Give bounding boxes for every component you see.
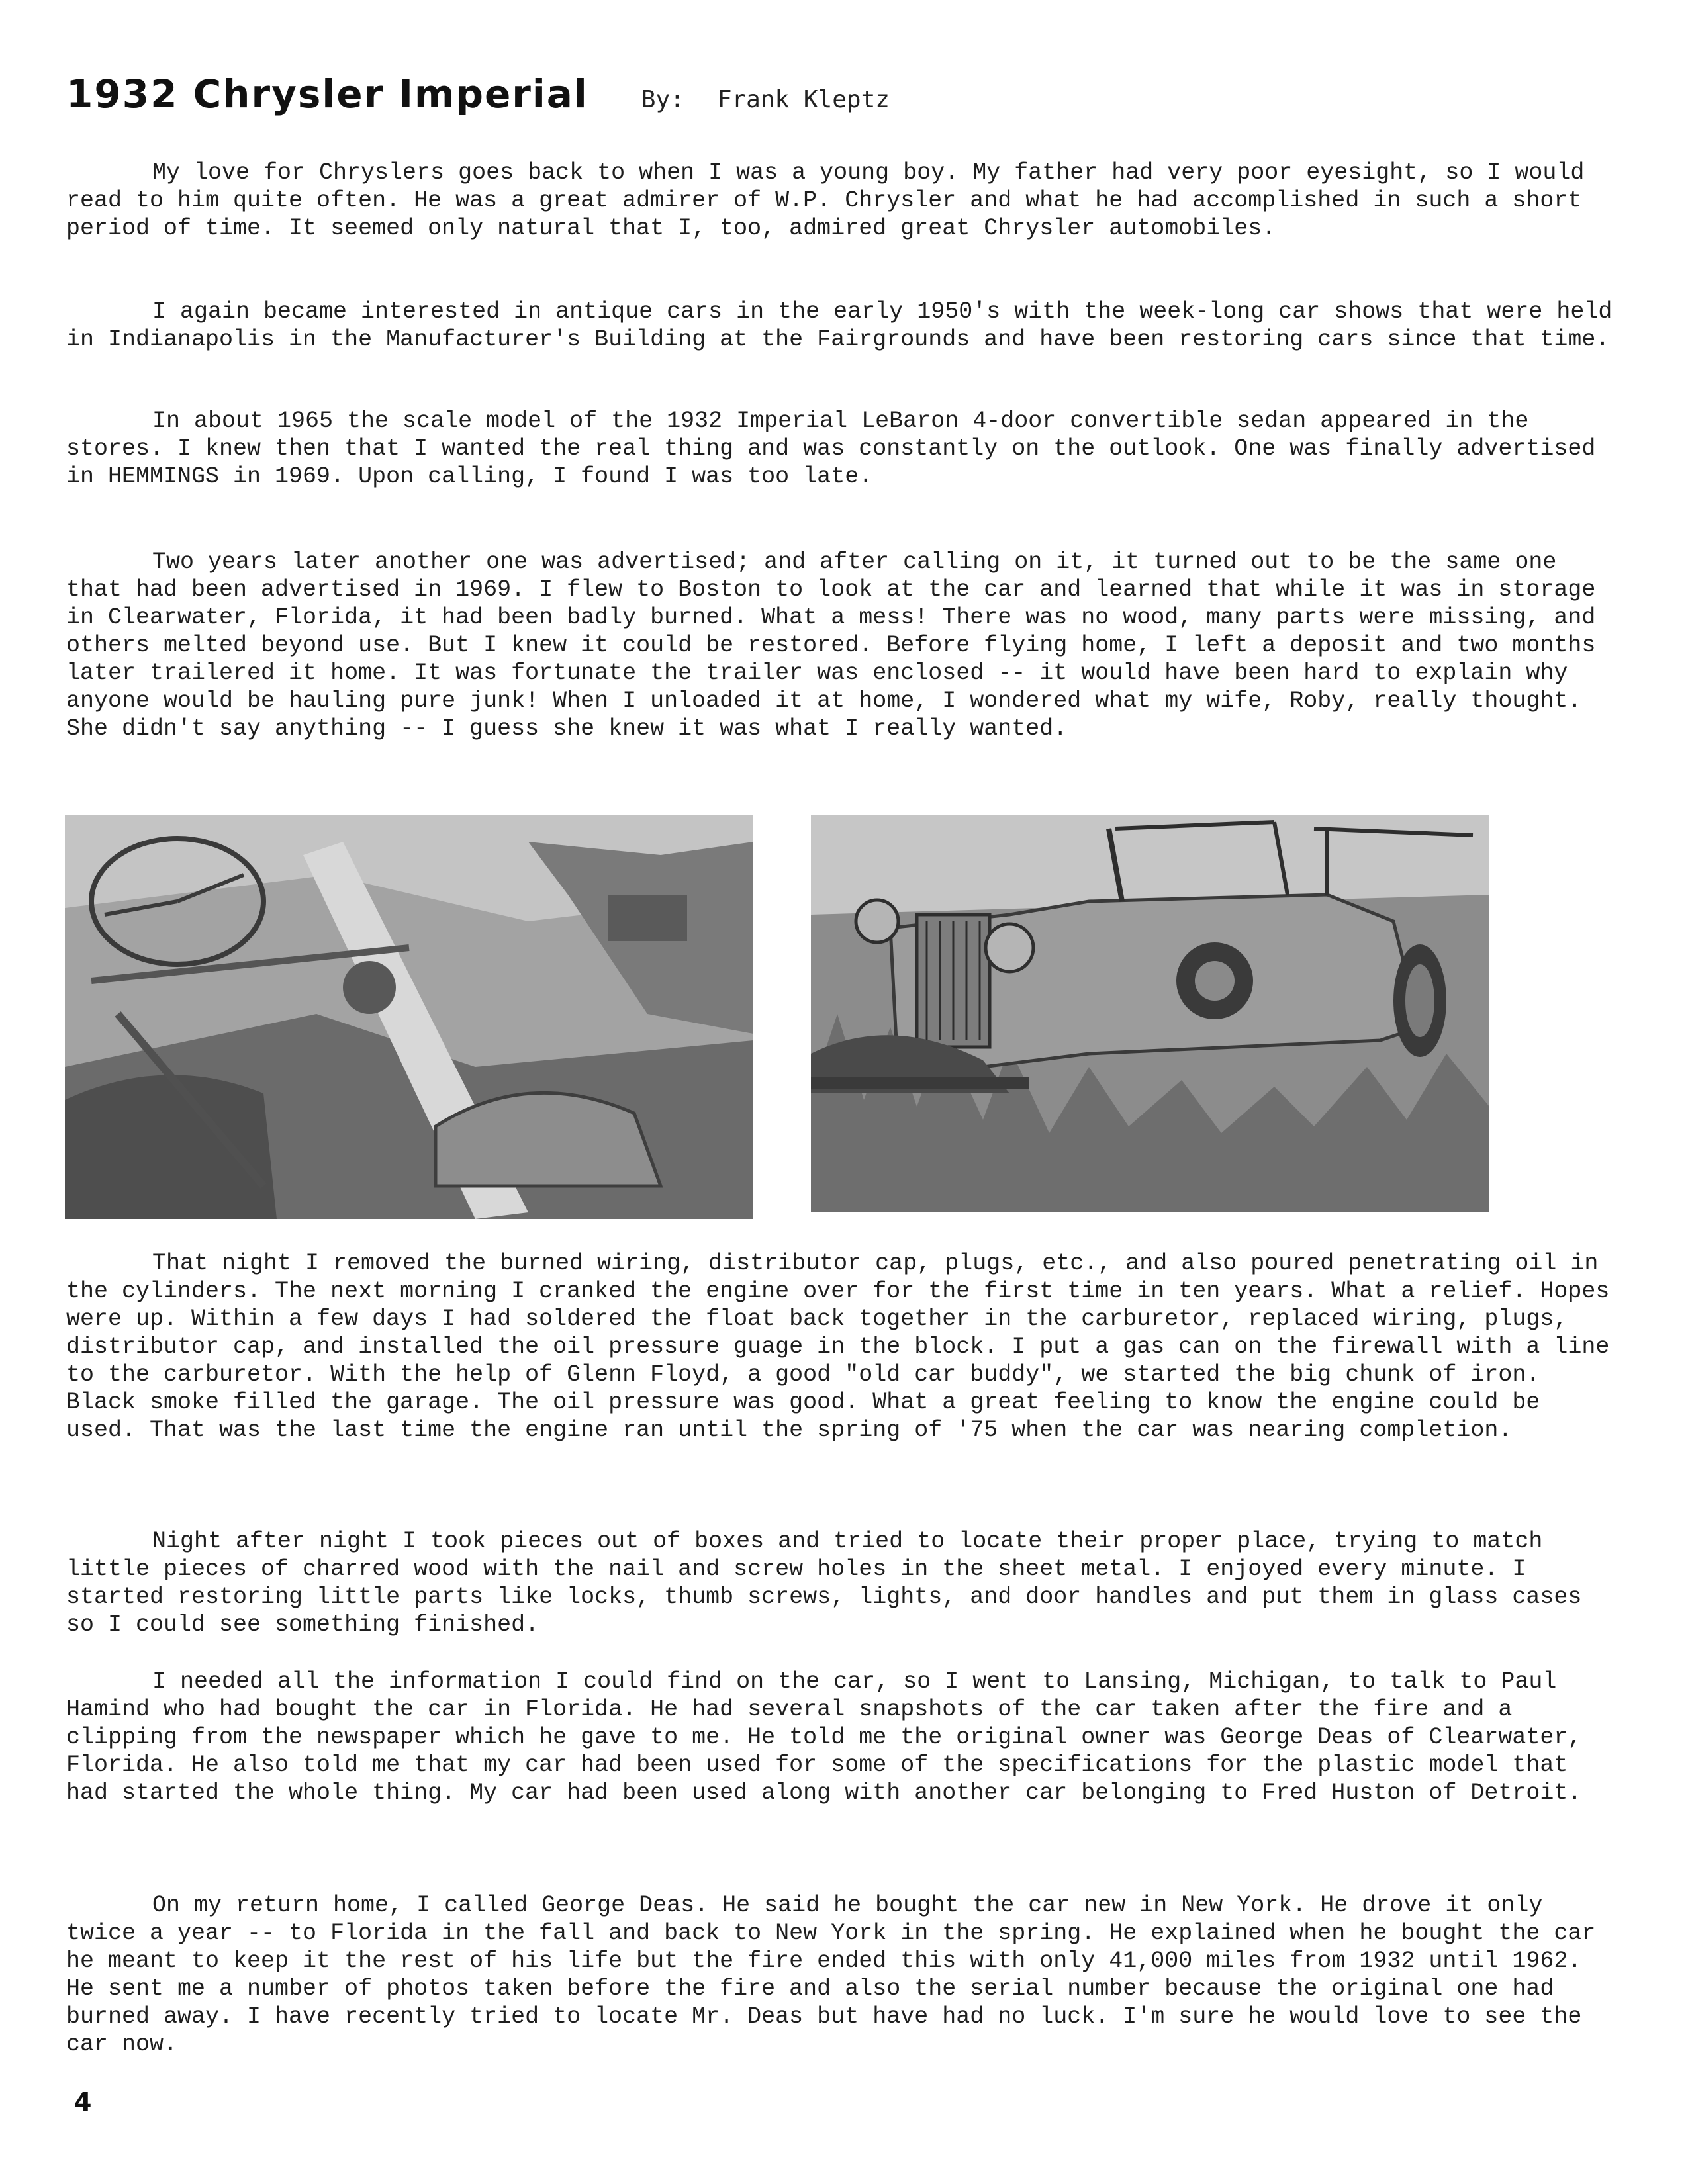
paragraph-7: I needed all the information I could find on the car, so I went to Lansing, Michigan, to talk to Paul Hamind who had bought the car in Florida. He had several snapshots of the car taken after the fire and a clipping from the newspaper which he gave to me. He told me the original owner was George Deas of Clearwater, Florida. He also told me that my car had been used for some of the specifications for the plastic model that had started the whole thing. My car had been used along with another car belonging to Fred Huston of Detroit. xyxy=(66,1668,1582,1806)
article-title: 1932 Chrysler Imperial xyxy=(66,71,588,116)
paragraph-4: Two years later another one was advertised; and after calling on it, it turned out to be the same one that had been advertised in 1969. I flew to Boston to look at the car and learned that while it was in storage in Clearwater, Florida, it had been badly burned. What a mess! There was no wood, many parts were missing, and others melted beyond use. But I knew it could be restored. Before flying home, I left a deposit and two months later trailered it home. It was fortunate the trailer was enclosed -- it would have been hard to explain why anyone would be hauling pure junk! When I unloaded it at home, I wondered what my wife, Roby, really thought. She didn't say anything -- I guess she knew it was what I really wanted. xyxy=(66,549,1596,742)
paragraph-5: That night I removed the burned wiring, distributor cap, plugs, etc., and also poured penetrating oil in the cylinders. The next morning I cranked the engine over for the first time in ten years. What a relief. Hopes were up. Within a few days I had soldered the float back together in the carburetor, replaced wiring, plugs, distributor cap, and installed the oil pressure guage in the block. I put a gas can on the firewall with a line to the carburetor. With the help of Glenn Floyd, a good "old car buddy", we started the big chunk of iron. Black smoke filled the garage. The oil pressure was good. What a great feeling to know the engine could be used. That was the last time the engine ran until the spring of '75 when the car was nearing completion. xyxy=(66,1250,1610,1443)
paragraph-2: I again became interested in antique cars in the early 1950's with the week-long car shows that were held in Indianapolis in the Manufacturer's Building at the Fairgrounds and have been restoring cars since that time. xyxy=(66,298,1613,353)
article-header xyxy=(66,71,890,124)
author-name: Frank Kleptz xyxy=(717,86,890,113)
burned-dashboard-photo xyxy=(65,815,753,1219)
paragraph-6: Night after night I took pieces out of boxes and tried to locate their proper place, trying to match little pieces of charred wood with the nail and screw holes in the sheet metal. I enjoyed every minute. I started restoring little parts like locks, thumb screws, lights, and door handles and put them in glass cases so I could see something finished. xyxy=(66,1528,1582,1638)
page-number: 4 xyxy=(74,2087,92,2116)
byline-label: By: xyxy=(641,86,684,113)
paragraph-1: My love for Chryslers goes back to when I was a young boy. My father had very poor eyesight, so I would read to him quite often. He was a great admirer of W.P. Chrysler and what he had accomplished in such a short period of time. It seemed only natural that I, too, admired great Chrysler automobiles. xyxy=(66,159,1585,242)
burned-car-in-field-photo xyxy=(811,815,1489,1212)
paragraph-3: In about 1965 the scale model of the 1932 Imperial LeBaron 4-door convertible sedan appeared in the stores. I knew then that I wanted the real thing and was constantly on the outlook. One was finally advertised in HEMMINGS in 1969. Upon calling, I found I was too late. xyxy=(66,408,1596,490)
paragraph-8: On my return home, I called George Deas. He said he bought the car new in New York. He drove it only twice a year -- to Florida in the fall and back to New York in the spring. He explained when he bought the car he meant to keep it the rest of his life but the fire ended this with only 41,000 miles from 1932 until 1962. He sent me a number of photos taken before the fire and also the serial number because the original one had burned away. I have recently tried to locate Mr. Deas but have had no luck. I'm sure he would love to see the car now. xyxy=(66,1892,1596,2058)
